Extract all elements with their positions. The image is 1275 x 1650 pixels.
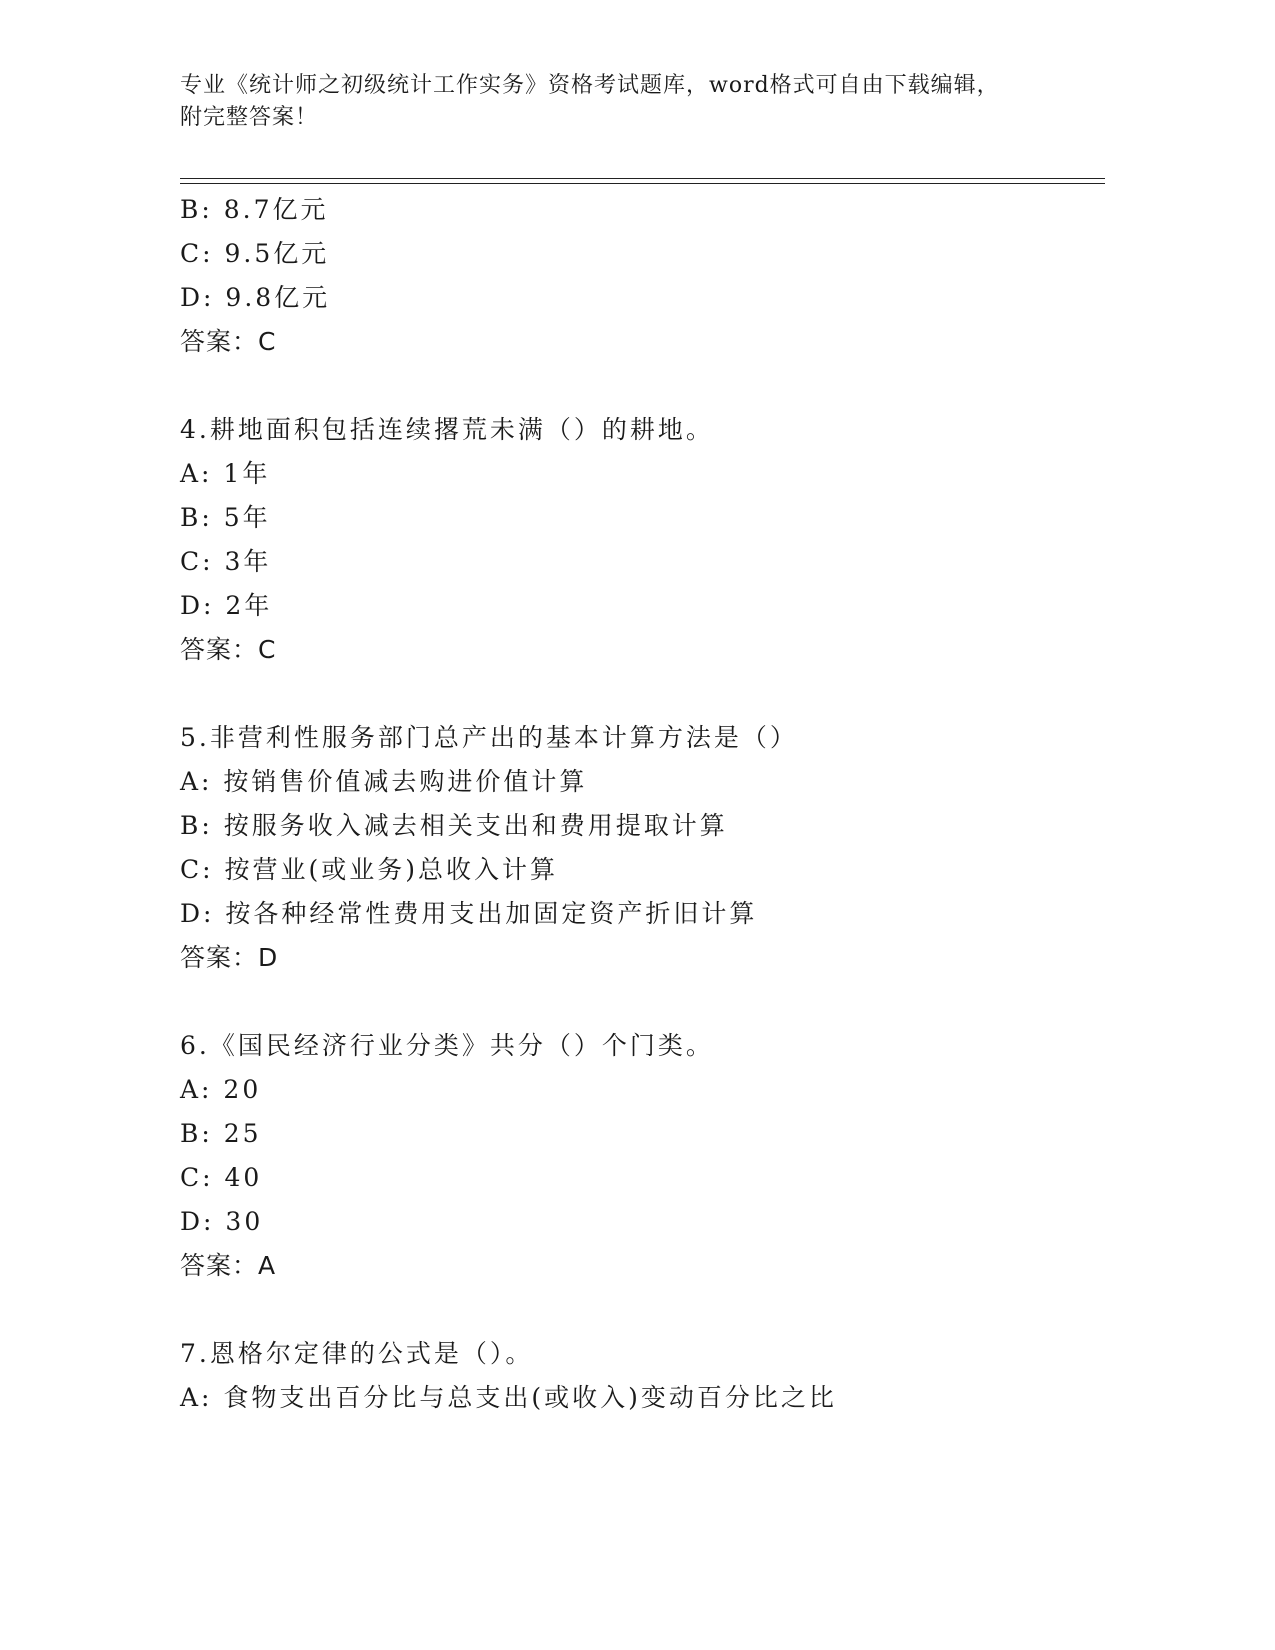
answer-line: 答案：D: [180, 943, 279, 972]
option-b: B: 5年: [180, 503, 271, 532]
header-line-2: 附完整答案！: [180, 105, 319, 130]
spacer: [180, 672, 1105, 716]
option-b: B: 8.7亿元: [180, 195, 329, 224]
option-a: A: 20: [180, 1075, 262, 1104]
question-block-7: [180, 1332, 1105, 1420]
option-a: A: 按销售价值减去购进价值计算: [180, 767, 588, 796]
document-header: [180, 70, 1080, 134]
question-stem: 4.耕地面积包括连续撂荒未满（）的耕地。: [180, 415, 714, 444]
option-d: D: 30: [180, 1207, 264, 1236]
question-stem: 7.恩格尔定律的公式是（）。: [180, 1339, 534, 1368]
option-a: A: 食物支出百分比与总支出(或收入)变动百分比之比: [180, 1383, 837, 1412]
question-list: [180, 188, 1105, 1420]
question-block-4: [180, 408, 1105, 672]
answer-line: 答案：C: [180, 635, 277, 664]
spacer: [180, 1288, 1105, 1332]
option-b: B: 25: [180, 1119, 262, 1148]
question-stem: 6.《国民经济行业分类》共分（）个门类。: [180, 1031, 714, 1060]
header-divider: [180, 178, 1105, 184]
question-block-3: [180, 188, 1105, 364]
spacer: [180, 980, 1105, 1024]
question-block-6: [180, 1024, 1105, 1288]
answer-line: 答案：C: [180, 327, 277, 356]
option-c: C: 9.5亿元: [180, 239, 330, 268]
option-d: D: 2年: [180, 591, 273, 620]
option-b: B: 按服务收入减去相关支出和费用提取计算: [180, 811, 728, 840]
spacer: [180, 364, 1105, 408]
answer-line: 答案：A: [180, 1251, 277, 1280]
option-d: D: 按各种经常性费用支出加固定资产折旧计算: [180, 899, 758, 928]
option-c: C: 按营业(或业务)总收入计算: [180, 855, 559, 884]
question-block-5: [180, 716, 1105, 980]
option-d: D: 9.8亿元: [180, 283, 331, 312]
question-stem: 5.非营利性服务部门总产出的基本计算方法是（）: [180, 723, 798, 752]
option-c: C: 3年: [180, 547, 272, 576]
header-line-1: 专业《统计师之初级统计工作实务》资格考试题库，word格式可自由下载编辑，: [180, 73, 1000, 98]
option-a: A: 1年: [180, 459, 271, 488]
option-c: C: 40: [180, 1163, 263, 1192]
